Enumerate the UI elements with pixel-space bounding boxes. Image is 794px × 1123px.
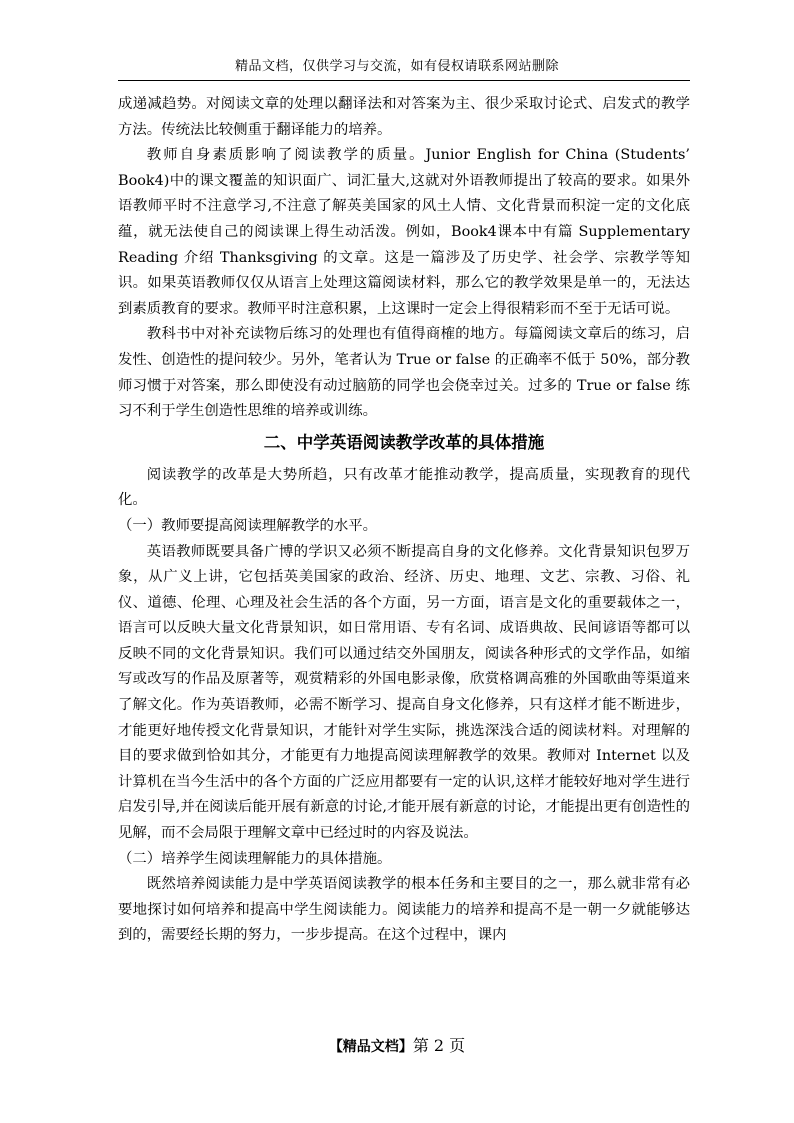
document-body	[118, 92, 690, 949]
header-divider	[118, 80, 690, 81]
paragraph-6: 既然培养阅读能力是中学英语阅读教学的根本任务和主要目的之一，那么就非常有必要地探讨如何培养和提高中学生阅读能力。阅读能力的培养和提高不是一朝一夕就能够达到的，需要经长期的努力，一步步提高。在这个过程中，课内	[118, 876, 690, 944]
subheading-2: （二）培养学生阅读理解能力的具体措施。	[118, 850, 392, 867]
page-header: 精品文档，仅供学习与交流，如有侵权请联系网站删除	[234, 59, 559, 74]
paragraph-2: 教师自身素质影响了阅读教学的质量。Junior English for China (Students’ Book4)中的课文覆盖的知识面广、词汇量大,这就对外语教师提出了较高的要求。如果外语教师平时不注意学习,不注意了解英美国家的风土人情、文化背景而积淀一定的文化底蕴，就无法使自己的阅读课上得生动活泼。例如，Book4课本中有篇 Supplementary Reading 介绍 Thanksgiving 的文章。这是一篇涉及了历史学、社会学、宗教学等知识。如果英语教师仅仅从语言上处理这篇阅读材料，那么它的教学效果是单一的，无法达到素质教育的要求。教师平时注意积累，上这课时一定会上得很精彩而不至于无话可说。	[118, 147, 690, 317]
subheading-1: （一）教师要提高阅读理解教学的水平。	[118, 517, 378, 534]
section-title: 二、中学英语阅读教学改革的具体措施	[263, 432, 545, 452]
paragraph-5: 英语教师既要具备广博的学识又必须不断提高自身的文化修养。文化背景知识包罗万象，从广义上讲，它包括英美国家的政治、经济、历史、地理、文艺、宗教、习俗、礼仪、道德、伦理、心理及社会生活的各个方面，另一方面，语言是文化的重要载体之一，语言可以反映大量文化背景知识，如日常用语、专有名词、成语典故、民间谚语等都可以反映不同的文化背景知识。我们可以通过结交外国朋友，阅读各种形式的文学作品，如缩写或改写的作品及原著等，观赏精彩的外国电影录像，欣赏格调高雅的外国歌曲等渠道来了解文化。作为英语教师，必需不断学习、提高自身文化修养，只有这样才能不断进步，才能更好地传授文化背景知识，才能针对学生实际，挑选深浅合适的阅读材料。对理解的目的要求做到恰如其分，才能更有力地提高阅读理解教学的效果。教师对 Internet 以及计算机在当今生活中的各个方面的广泛应用都要有一定的认识,这样才能较好地对学生进行启发引导,并在阅读后能开展有新意的讨论,才能开展有新意的讨论，才能提出更有创造性的见解，而不会局限于理解文章中已经过时的内容及说法。	[118, 543, 690, 842]
footer-label: 【精品文档】	[328, 1039, 413, 1055]
page-footer	[0, 1033, 794, 1056]
paragraph-3: 教科书中对补充读物后练习的处理也有值得商榷的地方。每篇阅读文章后的练习，启发性、创造性的提问较少。另外，笔者认为 True or false 的正确率不低于 50%，部分教师习惯于对答案，那么即使没有动过脑筋的同学也会侥幸过关。过多的 True or false 练习不利于学生创造性思维的培养或训练。	[118, 326, 690, 420]
paragraph-1: 成递减趋势。对阅读文章的处理以翻译法和对答案为主、很少采取讨论式、启发式的教学方法。传统法比较侧重于翻译能力的培养。	[118, 96, 690, 138]
page-number: 第 2 页	[412, 1036, 466, 1055]
paragraph-4: 阅读教学的改革是大势所趋，只有改革才能推动教学，提高质量，实现教育的现代化。	[118, 466, 690, 509]
